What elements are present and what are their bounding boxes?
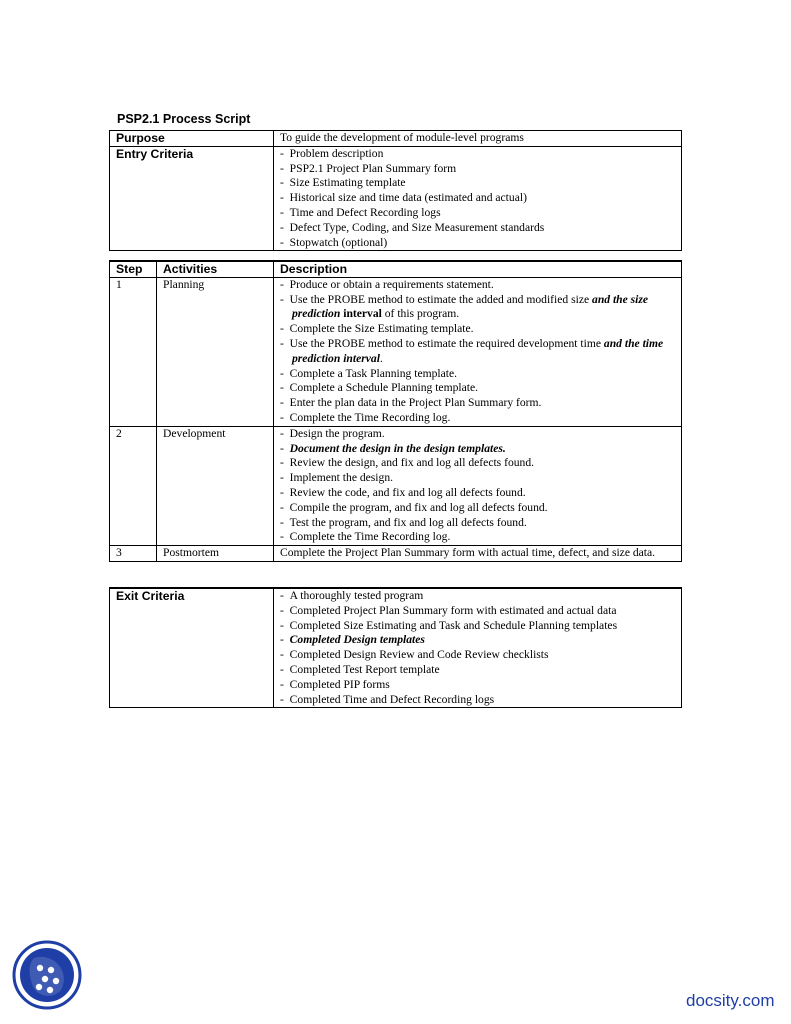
entry-criteria-list	[280, 147, 675, 251]
purpose-label: Purpose	[110, 131, 274, 147]
list-item: - Time and Defect Recording logs	[280, 206, 675, 221]
purpose-entry-table	[109, 130, 682, 251]
step-number: 2	[110, 426, 157, 545]
step-description: Complete the Project Plan Summary form with actual time, defect, and size data.	[274, 546, 682, 562]
exit-criteria-table	[109, 587, 682, 708]
emphasis-text: and the time prediction interval	[292, 336, 664, 365]
emphasis-text: Document the design in the design templates.	[289, 441, 506, 455]
list-item: - Compile the program, and fix and log all defects found.	[280, 501, 675, 516]
list-item: - Completed Size Estimating and Task and Schedule Planning templates	[280, 619, 675, 634]
exit-criteria-list	[280, 589, 675, 707]
list-item: - Complete the Time Recording log.	[280, 411, 675, 426]
list-item: - Test the program, and fix and log all defects found.	[280, 516, 675, 531]
list-item: - Defect Type, Coding, and Size Measurement standards	[280, 221, 675, 236]
list-item: - Completed Design Review and Code Review checklists	[280, 648, 675, 663]
table-row	[110, 426, 682, 545]
list-item: - Historical size and time data (estimated and actual)	[280, 191, 675, 206]
list-item: - Complete the Size Estimating template.	[280, 322, 675, 337]
list-item	[280, 442, 675, 457]
brand-link[interactable]: docsity.com	[686, 991, 775, 1010]
bold-text: interval	[343, 307, 382, 321]
list-item: - Enter the plan data in the Project Plan Summary form.	[280, 396, 675, 411]
step-number: 1	[110, 277, 157, 426]
step-activity: Postmortem	[157, 546, 274, 562]
list-item: - Complete a Task Planning template.	[280, 367, 675, 382]
list-item: - Completed Time and Defect Recording logs	[280, 693, 675, 708]
list-item: - Use the PROBE method to estimate the required development time and the time prediction interval.	[280, 337, 675, 367]
table-row	[110, 546, 682, 562]
list-item: - Completed PIP forms	[280, 678, 675, 693]
list-item: - A thoroughly tested program	[280, 589, 675, 604]
step-number: 3	[110, 546, 157, 562]
list-item: - Stopwatch (optional)	[280, 236, 675, 251]
entry-criteria-label: Entry Criteria	[110, 146, 274, 251]
list-item: - Use the PROBE method to estimate the added and modified size and the size prediction interval of this program.	[280, 293, 675, 323]
list-item: - Design the program.	[280, 427, 675, 442]
step-activity: Development	[157, 426, 274, 545]
list-item: - Produce or obtain a requirements statement.	[280, 278, 675, 293]
list-item: - Review the design, and fix and log all defects found.	[280, 456, 675, 471]
exit-criteria-label: Exit Criteria	[110, 588, 274, 708]
list-item: - Completed Project Plan Summary form with estimated and actual data	[280, 604, 675, 619]
list-item: - Complete a Schedule Planning template.	[280, 381, 675, 396]
list-item: - Complete the Time Recording log.	[280, 530, 675, 545]
list-item: - Completed Test Report template	[280, 663, 675, 678]
step-description-list	[280, 278, 675, 426]
emphasis-text: and the size prediction	[292, 292, 649, 321]
list-item: - Review the code, and fix and log all defects found.	[280, 486, 675, 501]
activities-header: Activities	[157, 261, 274, 277]
list-item: - PSP2.1 Project Plan Summary form	[280, 162, 675, 177]
list-item: - Size Estimating template	[280, 176, 675, 191]
emphasis-text: Completed Design templates	[289, 633, 425, 647]
purpose-text: To guide the development of module-level programs	[274, 131, 682, 147]
list-item	[280, 633, 675, 648]
table-row	[110, 277, 682, 426]
description-header: Description	[274, 261, 682, 277]
list-item: - Implement the design.	[280, 471, 675, 486]
list-item: - Problem description	[280, 147, 675, 162]
steps-table	[109, 260, 682, 562]
step-header: Step	[110, 261, 157, 277]
page-title: PSP2.1 Process Script	[117, 112, 251, 126]
step-description-list	[280, 427, 675, 545]
step-activity: Planning	[157, 277, 274, 426]
docsity-logo-icon	[12, 940, 82, 1010]
